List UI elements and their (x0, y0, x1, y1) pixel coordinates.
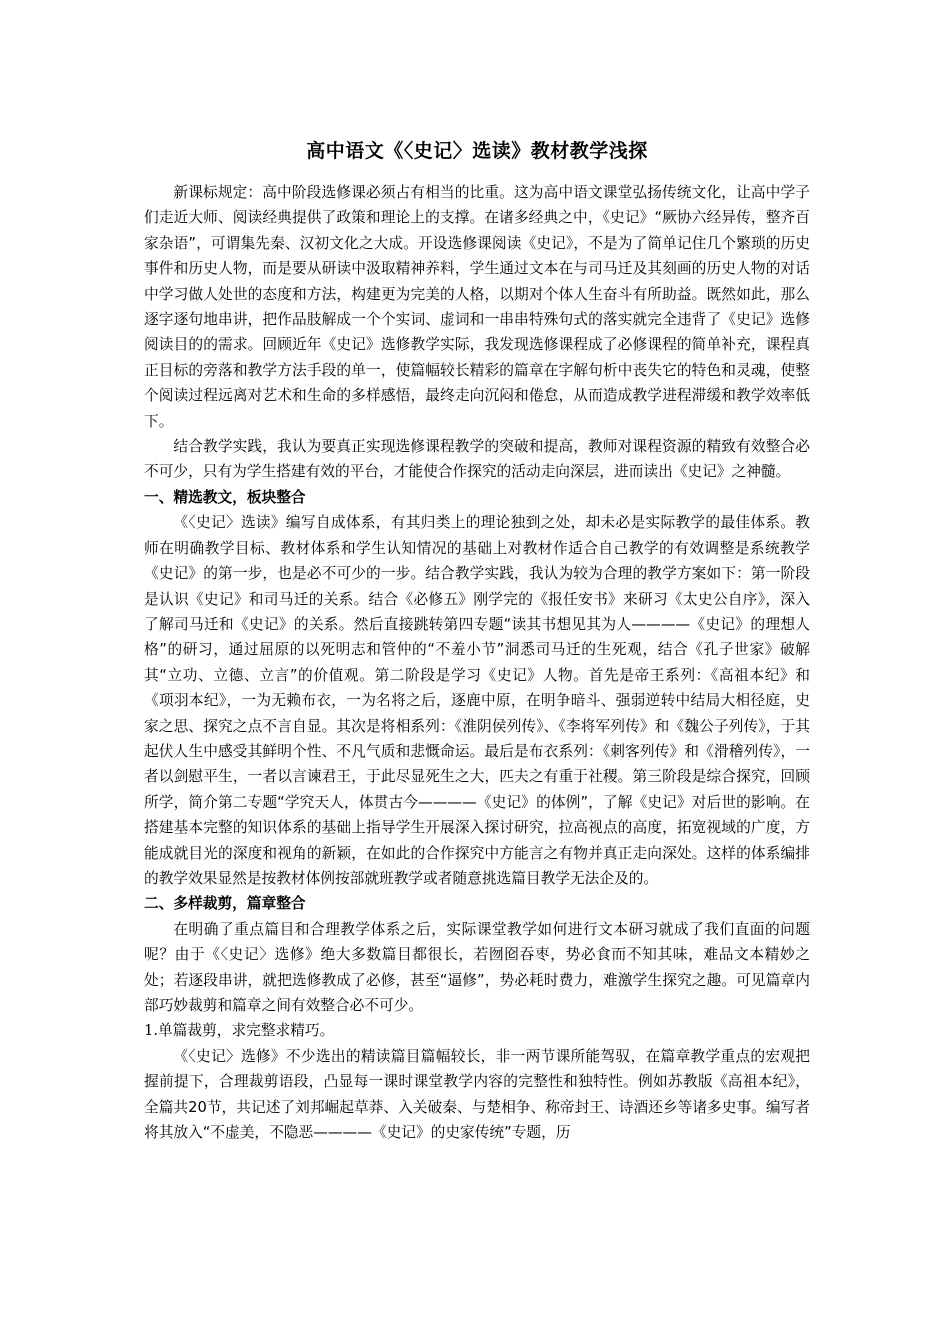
subsection-heading-1: 1.单篇裁剪，求完整求精巧。 (144, 1022, 335, 1040)
document-page (144, 138, 810, 1145)
paragraph-section-2: 在明确了重点篇目和合理教学体系之后，实际课堂教学如何进行文本研习就成了我们直面的问题呢？由于《〈史记〉选修》绝大多数篇目都很长，若囫囵吞枣，势必食而不知其味，难品文本精妙之处；若逐段串讲，就把选修教成了必修，甚至“逼修”，势必耗时费力，难激学生探究之趣。可见篇章内部巧妙裁剪和篇章之间有效整合必不可少。 (144, 920, 810, 1014)
paragraph-intro: 新课标规定：高中阶段选修课必须占有相当的比重。这为高中语文课堂弘扬传统文化，让高中学子们走近大师、阅读经典提供了政策和理论上的支撑。在诸多经典之中，《史记》“厥协六经异传，整齐百家杂语”，可谓集先秦、汉初文化之大成。开设选修课阅读《史记》，不是为了简单记住几个繁琐的历史事件和历史人物，而是要从研读中汲取精神养料，学生通过文本在与司马迁及其刻画的历史人物的对话中学习做人处世的态度和方法，构建更为完美的人格，以期对个体人生奋斗有所助益。既然如此，那么逐字逐句地串讲，把作品肢解成一个个实词、虚词和一串串特殊句式的落实就完全违背了《史记》选修阅读目的的需求。回顾近年《史记》选修教学实际，我发现选修课程成了必修课程的简单补充，课程真正目标的旁落和教学方法手段的单一，使篇幅较长精彩的篇章在字解句析中丧失它的特色和灵魂，使整个阅读过程远离对艺术和生命的多样感悟，最终走向沉闷和倦怠，从而造成教学进程滞缓和教学效率低下。 (144, 184, 810, 430)
paragraph-subsection-1: 《〈史记〉选修》不少选出的精读篇目篇幅较长，非一两节课所能驾驭，在篇章教学重点的宏观把握前提下，合理裁剪语段，凸显每一课时课堂教学内容的完整性和独特性。例如苏教版《高祖本纪》，全篇共20节，共记述了刘邦崛起草莽、入关破秦、与楚相争、称帝封王、诗酒还乡等诸多史事。编写者将其放入“不虚美，不隐恶————《史记》的史家传统”专题，历 (144, 1047, 810, 1142)
paragraph-practice: 结合教学实践，我认为要真正实现选修课程教学的突破和提高，教师对课程资源的精致有效整合必不可少，只有为学生搭建有效的平台，才能使合作探究的活动走向深层，进而读出《史记》之神髓。 (144, 438, 810, 481)
document-title: 高中语文《〈史记〉选读》教材教学浅探 (306, 140, 648, 162)
paragraph-section-1: 《〈史记〉选读》编写自成体系，有其归类上的理论独到之处，却未必是实际教学的最佳体系。教师在明确教学目标、教材体系和学生认知情况的基础上对教材作适合自己教学的有效调整是系统教学《史记》的第一步，也是必不可少的一步。结合教学实践，我认为较为合理的教学方案如下：第一阶段是认识《史记》和司马迁的关系。结合《必修五》刚学完的《报任安书》来研习《太史公自序》，深入了解司马迁和《史记》的关系。然后直接跳转第四专题“读其书想见其为人————《史记》的理想人格”的研习，通过屈原的以死明志和管仲的“不羞小节”洞悉司马迁的生死观，结合《孔子世家》破解其“立功、立德、立言”的价值观。第二阶段是学习《史记》人物。首先是帝王系列：《高祖本纪》和《项羽本纪》，一为无赖布衣，一为名将之后，逐鹿中原，在明争暗斗、强弱逆转中结局大相径庭，史家之思、探究之点不言自显。其次是将相系列：《淮阴侯列传》、《李将军列传》和《魏公子列传》，于其起伏人生中感受其鲜明个性、不凡气质和悲慨命运。最后是布衣系列：《刺客列传》和《滑稽列传》，一者以剑慰平生，一者以言谏君王，于此尽显死生之大，匹夫之有重于社稷。第三阶段是综合探究，回顾所学，简介第二专题“学究天人，体贯古今————《史记》的体例”，了解《史记》对后世的影响。在搭建基本完整的知识体系的基础上指导学生开展深入探讨研究，拉高视点的高度，拓宽视域的广度，方能成就目光的深度和视角的新颖，在如此的合作探究中方能言之有物并真正走向深处。这样的体系编排的教学效果显然是按教材体例按部就班教学或者随意挑选篇目教学无法企及的。 (144, 514, 810, 887)
section-heading-2: 二、多样裁剪，篇章整合 (144, 895, 306, 913)
section-heading-1: 一、精选教文，板块整合 (144, 488, 306, 506)
